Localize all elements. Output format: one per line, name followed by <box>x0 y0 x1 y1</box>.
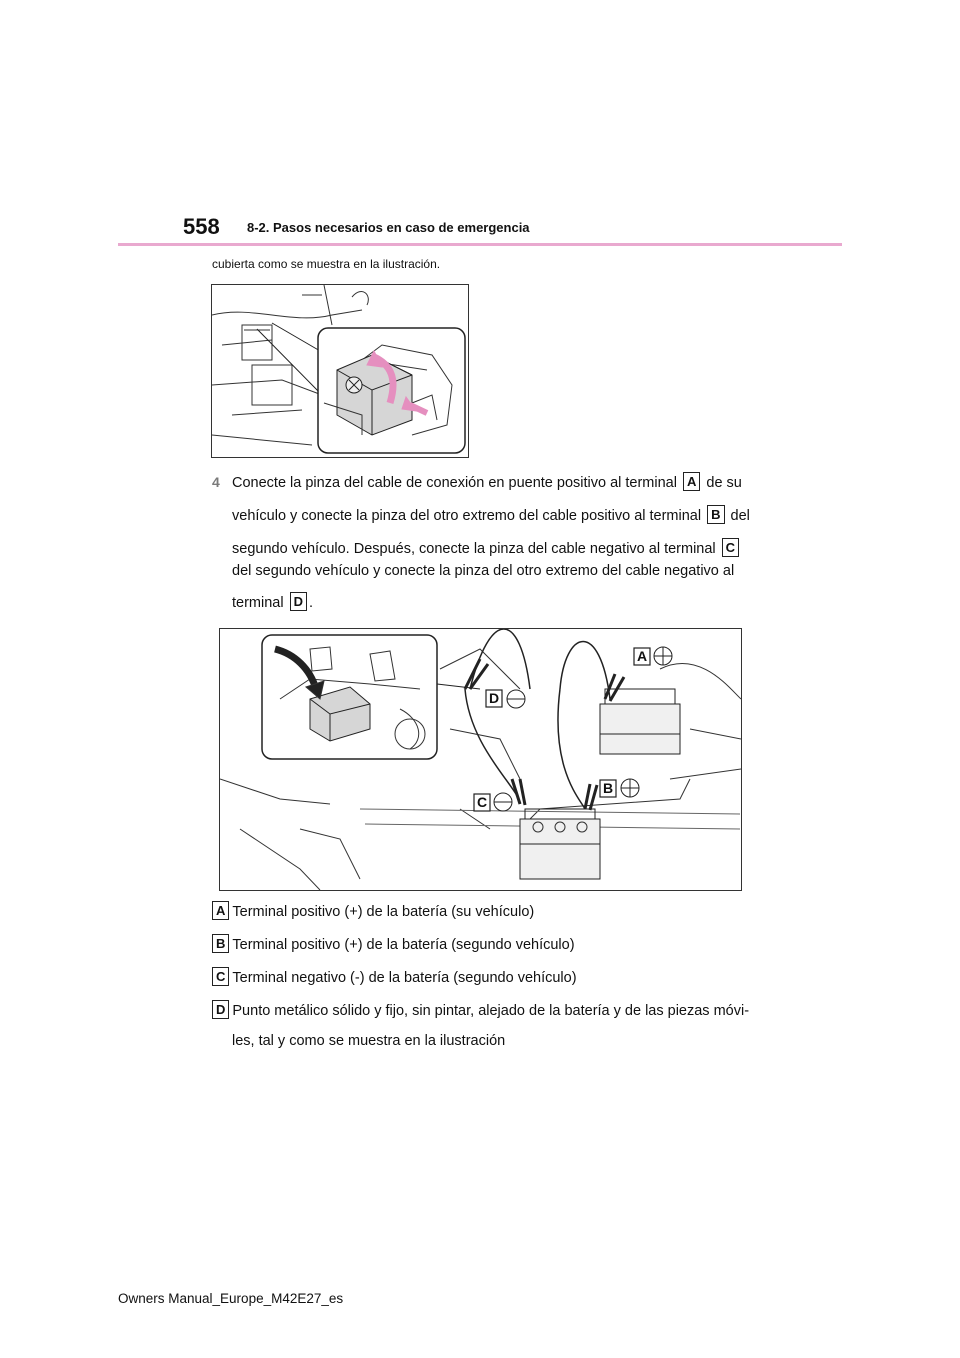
step-number: 4 <box>212 474 220 490</box>
legend-text: Terminal positivo (+) de la batería (su vehículo) <box>232 904 535 920</box>
step-text: Conecte la pinza del cable de conexión en puente positivo al terminal <box>232 475 681 491</box>
terminal-b-badge: B <box>707 505 724 524</box>
figure-label-b: B <box>602 780 614 796</box>
step-text: de su <box>702 475 742 491</box>
terminal-d-badge: D <box>290 592 307 611</box>
step-text: . <box>309 595 314 611</box>
legend-key: A <box>212 901 229 920</box>
legend-text: Terminal negativo (-) de la batería (segundo vehículo) <box>232 970 577 986</box>
figure-label-a: A <box>636 648 648 664</box>
legend-key: D <box>212 1000 229 1019</box>
legend-key: B <box>212 934 229 953</box>
legend-item-d <box>212 1000 749 1019</box>
legend-item-c <box>212 967 577 986</box>
page-number: 558 <box>183 214 220 239</box>
step-line-4 <box>232 563 734 579</box>
legend-text: Punto metálico sólido y fijo, sin pintar, alejado de la batería y de las piezas móvi- <box>232 1003 750 1019</box>
legend-key: C <box>212 967 229 986</box>
step-text: del segundo vehículo y conecte la pinza del otro extremo del cable negativo al <box>232 563 735 579</box>
legend-item-a <box>212 901 534 920</box>
step-line-3 <box>232 538 741 557</box>
jump-start-illustration <box>219 628 742 891</box>
step-text: terminal <box>232 595 288 611</box>
legend-item-b <box>212 934 575 953</box>
step-text: vehículo y conecte la pinza del otro extremo del cable positivo al terminal <box>232 508 706 524</box>
header-divider <box>118 243 842 246</box>
cover-illustration <box>211 284 469 458</box>
legend-text: Terminal positivo (+) de la batería (segundo vehículo) <box>232 937 575 953</box>
step-line-1 <box>232 472 742 491</box>
terminal-c-badge: C <box>722 538 739 557</box>
section-title: 8-2. Pasos necesarios en caso de emergencia <box>247 220 530 235</box>
footer-text: Owners Manual_Europe_M42E27_es <box>118 1291 344 1306</box>
figure-label-c: C <box>476 794 488 810</box>
step-text: segundo vehículo. Después, conecte la pinza del cable negativo al terminal <box>232 541 720 557</box>
step-text: del <box>726 508 750 524</box>
step-line-2 <box>232 505 750 524</box>
step-line-5 <box>232 592 313 611</box>
terminal-a-badge: A <box>683 472 700 491</box>
intro-text: cubierta como se muestra en la ilustración. <box>212 257 441 271</box>
legend-continuation: les, tal y como se muestra en la ilustración <box>232 1033 506 1049</box>
figure-label-d: D <box>488 690 500 706</box>
